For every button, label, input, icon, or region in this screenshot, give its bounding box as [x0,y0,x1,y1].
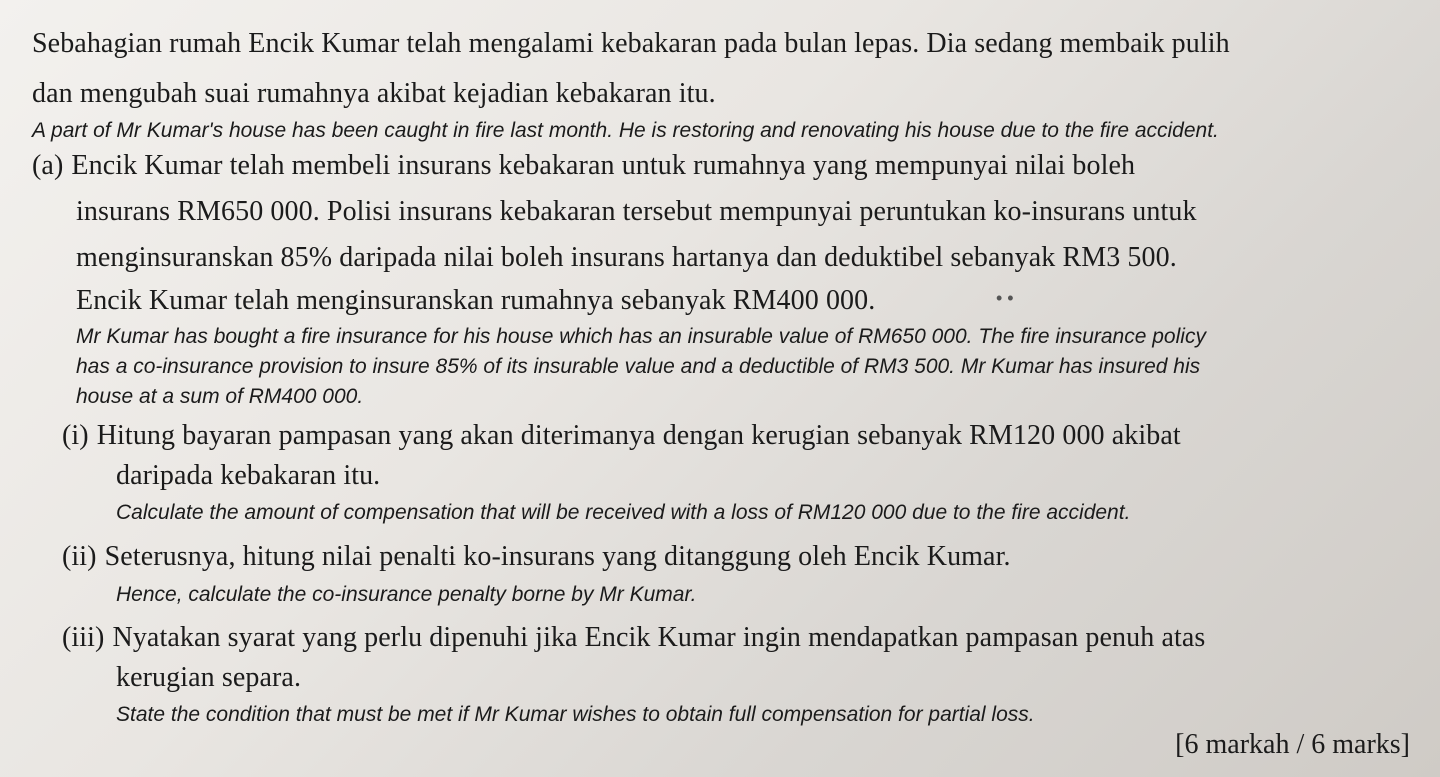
speck-marks: • • [996,288,1014,308]
intro-english: A part of Mr Kumar's house has been caught in fire last month. He is restoring and renovating his house due to the fire accident. [32,119,1219,142]
intro-malay-line-2: dan mengubah suai rumahnya akibat kejadian kebakaran itu. [32,78,716,109]
intro-malay-line-1: Sebahagian rumah Encik Kumar telah mengalami kebakaran pada bulan lepas. Dia sedang membaik pulih [32,28,1230,59]
question-iii-english: State the condition that must be met if Mr Kumar wishes to obtain full compensation for partial loss. [116,703,1035,726]
question-ii-english: Hence, calculate the co-insurance penalty borne by Mr Kumar. [116,583,697,606]
question-iii-malay-line-2: kerugian separa. [116,662,302,693]
question-i-malay-line-2: daripada kebakaran itu. [116,460,381,491]
part-a-malay-line-2: insurans RM650 000. Polisi insurans kebakaran tersebut mempunyai peruntukan ko-insurans untuk [76,196,1197,227]
question-ii-malay-text-1: Seterusnya, hitung nilai penalti ko-insurans yang ditanggung oleh Encik Kumar. [104,541,1011,572]
question-i-malay-text-1: Hitung bayaran pampasan yang akan diterimanya dengan kerugian sebanyak RM120 000 akibat [96,420,1181,451]
part-a-english-line-3: house at a sum of RM400 000. [76,385,364,408]
question-iii-malay-line-1 [62,622,1205,654]
part-a-malay-line-3: menginsuranskan 85% daripada nilai boleh insurans hartanya dan deduktibel sebanyak RM3 500. [76,242,1177,273]
question-iii-label: (iii) [62,622,105,653]
part-a-malay-line-4: Encik Kumar telah menginsuranskan rumahnya sebanyak RM400 000. [76,285,876,316]
part-a-malay-text-1: Encik Kumar telah membeli insurans kebakaran untuk rumahnya yang mempunyai nilai boleh [71,150,1136,181]
question-i-malay-line-1 [62,420,1181,452]
marks-allocation: [6 markah / 6 marks] [1175,729,1410,760]
question-i-english: Calculate the amount of compensation that will be received with a loss of RM120 000 due to the fire accident. [116,501,1131,524]
question-i-label: (i) [62,420,89,451]
question-iii-malay-text-1: Nyatakan syarat yang perlu dipenuhi jika Encik Kumar ingin mendapatkan pampasan penuh atas [112,622,1206,653]
question-ii-malay-line-1 [62,541,1011,573]
part-a-label: (a) [32,150,64,181]
part-a-malay-line-1 [32,150,1135,182]
part-a-english-line-1: Mr Kumar has bought a fire insurance for his house which has an insurable value of RM650 000. The fire insurance policy [76,325,1206,348]
part-a-english-line-2: has a co-insurance provision to insure 85% of its insurable value and a deductible of RM3 500. Mr Kumar has insured his [76,355,1201,378]
question-ii-label: (ii) [62,541,97,572]
